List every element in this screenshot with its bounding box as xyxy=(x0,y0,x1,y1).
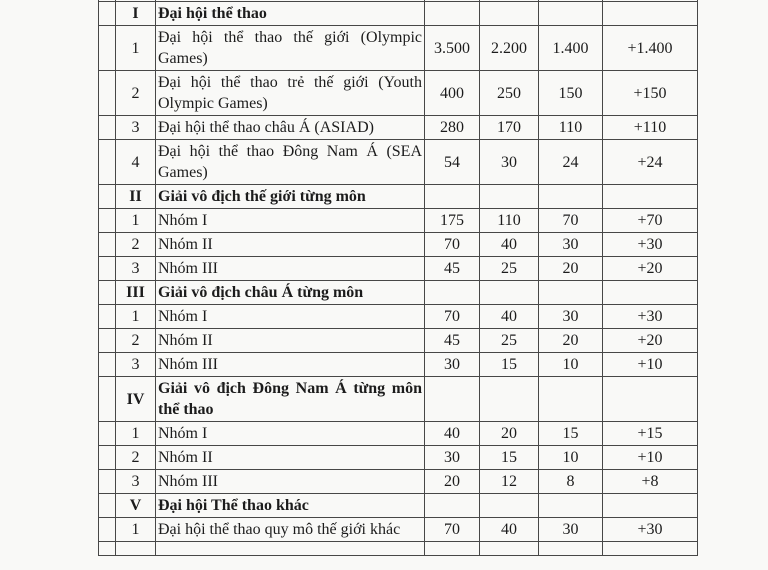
cell-index: III xyxy=(116,281,156,305)
cell-value: 30 xyxy=(539,305,603,329)
table-row xyxy=(99,71,698,116)
cell-index: 2 xyxy=(116,233,156,257)
cell-value xyxy=(425,2,480,26)
cell-value: 25 xyxy=(480,329,539,353)
cell-name: Nhóm III xyxy=(156,257,425,281)
table-row xyxy=(99,140,698,185)
cell-value xyxy=(425,185,480,209)
cell-index: 3 xyxy=(116,257,156,281)
cell-name: Đại hội thể thao xyxy=(156,2,425,26)
table-row xyxy=(99,116,698,140)
cell-index: 2 xyxy=(116,329,156,353)
cell-value: +1.400 xyxy=(603,26,698,71)
cell-name: Nhóm II xyxy=(156,233,425,257)
cell-value xyxy=(539,494,603,518)
cell-index: 2 xyxy=(116,446,156,470)
cell-value xyxy=(539,2,603,26)
cell-spacer xyxy=(99,377,116,422)
cell-value xyxy=(603,542,698,556)
table-row xyxy=(99,26,698,71)
table-row xyxy=(99,305,698,329)
cell-value: 30 xyxy=(539,518,603,542)
cell-index: 3 xyxy=(116,353,156,377)
cell-index: 3 xyxy=(116,470,156,494)
cell-value xyxy=(539,542,603,556)
cell-value: 8 xyxy=(539,470,603,494)
cell-value: +30 xyxy=(603,233,698,257)
cell-value: +8 xyxy=(603,470,698,494)
cell-value: 15 xyxy=(480,353,539,377)
cell-value: 150 xyxy=(539,71,603,116)
cell-value: +10 xyxy=(603,446,698,470)
cell-value: +70 xyxy=(603,209,698,233)
cell-value xyxy=(603,377,698,422)
cell-spacer xyxy=(99,422,116,446)
cell-value: +30 xyxy=(603,518,698,542)
cell-index xyxy=(116,542,156,556)
cell-value: 70 xyxy=(425,305,480,329)
cell-value: 30 xyxy=(425,446,480,470)
table-row xyxy=(99,2,698,26)
cell-value xyxy=(480,2,539,26)
cell-spacer xyxy=(99,305,116,329)
table-row xyxy=(99,446,698,470)
cell-name: Nhóm III xyxy=(156,470,425,494)
cell-value: 30 xyxy=(480,140,539,185)
cell-spacer xyxy=(99,542,116,556)
table-row xyxy=(99,233,698,257)
cell-spacer xyxy=(99,2,116,26)
cell-index: 1 xyxy=(116,209,156,233)
cell-value xyxy=(603,281,698,305)
cell-value: 110 xyxy=(480,209,539,233)
table-row xyxy=(99,353,698,377)
cell-spacer xyxy=(99,71,116,116)
cell-index: I xyxy=(116,2,156,26)
cell-value xyxy=(425,281,480,305)
cell-spacer xyxy=(99,26,116,71)
cell-value: 25 xyxy=(480,257,539,281)
cell-value: +150 xyxy=(603,71,698,116)
table-row xyxy=(99,518,698,542)
cell-value xyxy=(539,377,603,422)
cell-value: 12 xyxy=(480,470,539,494)
cell-value: 30 xyxy=(539,233,603,257)
cell-value xyxy=(603,2,698,26)
cell-spacer xyxy=(99,353,116,377)
cell-value: +30 xyxy=(603,305,698,329)
cell-index: V xyxy=(116,494,156,518)
cell-value xyxy=(480,185,539,209)
cell-index: 1 xyxy=(116,305,156,329)
cell-name: Giải vô địch Đông Nam Á từng môn thể thao xyxy=(156,377,425,422)
cell-name: Nhóm II xyxy=(156,446,425,470)
cell-value: 20 xyxy=(539,257,603,281)
cell-value: 54 xyxy=(425,140,480,185)
cell-name: Nhóm I xyxy=(156,422,425,446)
cell-name: Đại hội thể thao Đông Nam Á (SEA Games) xyxy=(156,140,425,185)
cell-index: 3 xyxy=(116,116,156,140)
cell-name: Giải vô địch thế giới từng môn xyxy=(156,185,425,209)
cell-value xyxy=(425,494,480,518)
table-row xyxy=(99,377,698,422)
sports-achievement-table-body xyxy=(99,0,698,556)
table-row xyxy=(99,209,698,233)
cell-value xyxy=(539,281,603,305)
cell-spacer xyxy=(99,185,116,209)
cell-value: +20 xyxy=(603,329,698,353)
table-row xyxy=(99,281,698,305)
cell-value: 280 xyxy=(425,116,480,140)
cell-spacer xyxy=(99,257,116,281)
table-row xyxy=(99,542,698,556)
cell-value: 170 xyxy=(480,116,539,140)
cell-value: 20 xyxy=(539,329,603,353)
cell-value: 40 xyxy=(425,422,480,446)
cell-value: 110 xyxy=(539,116,603,140)
cell-value: 15 xyxy=(480,446,539,470)
cell-name: Giải vô địch châu Á từng môn xyxy=(156,281,425,305)
table-row xyxy=(99,257,698,281)
cell-value: 70 xyxy=(425,518,480,542)
cell-value xyxy=(603,494,698,518)
cell-index: 1 xyxy=(116,422,156,446)
cell-value: 400 xyxy=(425,71,480,116)
cell-spacer xyxy=(99,209,116,233)
cell-spacer xyxy=(99,470,116,494)
cell-value: 24 xyxy=(539,140,603,185)
cell-name: Đại hội thể thao châu Á (ASIAD) xyxy=(156,116,425,140)
cell-value: 70 xyxy=(425,233,480,257)
cell-value: 250 xyxy=(480,71,539,116)
cell-value: 45 xyxy=(425,329,480,353)
cell-value xyxy=(425,377,480,422)
cell-value: 70 xyxy=(539,209,603,233)
cell-value: +110 xyxy=(603,116,698,140)
cell-spacer xyxy=(99,116,116,140)
cell-index: 2 xyxy=(116,71,156,116)
cell-spacer xyxy=(99,494,116,518)
cell-value: 30 xyxy=(425,353,480,377)
cell-value: 15 xyxy=(539,422,603,446)
cell-index: 1 xyxy=(116,518,156,542)
cell-value: 40 xyxy=(480,233,539,257)
cell-value: 3.500 xyxy=(425,26,480,71)
cell-name: Nhóm II xyxy=(156,329,425,353)
cell-value: +15 xyxy=(603,422,698,446)
cell-value: +10 xyxy=(603,353,698,377)
cell-value: +20 xyxy=(603,257,698,281)
cell-value: 10 xyxy=(539,353,603,377)
table-row xyxy=(99,185,698,209)
cell-value: +24 xyxy=(603,140,698,185)
cell-value: 20 xyxy=(425,470,480,494)
cell-index: II xyxy=(116,185,156,209)
table-row xyxy=(99,470,698,494)
cell-spacer xyxy=(99,446,116,470)
cell-value: 2.200 xyxy=(480,26,539,71)
cell-value: 10 xyxy=(539,446,603,470)
cell-value xyxy=(539,185,603,209)
cell-value: 1.400 xyxy=(539,26,603,71)
sports-achievement-table xyxy=(98,0,698,556)
table-row xyxy=(99,329,698,353)
table-row xyxy=(99,422,698,446)
cell-name: Nhóm I xyxy=(156,209,425,233)
cell-index: 1 xyxy=(116,26,156,71)
cell-name: Đại hội thể thao quy mô thế giới khác xyxy=(156,518,425,542)
cell-spacer xyxy=(99,329,116,353)
cell-spacer xyxy=(99,140,116,185)
cell-value xyxy=(480,542,539,556)
cell-spacer xyxy=(99,518,116,542)
table-row xyxy=(99,494,698,518)
cell-index: IV xyxy=(116,377,156,422)
cell-name: Đại hội thể thao thế giới (Olympic Games) xyxy=(156,26,425,71)
cell-name: Nhóm III xyxy=(156,353,425,377)
cell-value xyxy=(480,494,539,518)
cell-value xyxy=(425,542,480,556)
cell-index: 4 xyxy=(116,140,156,185)
cell-name xyxy=(156,542,425,556)
cell-name: Đại hội Thể thao khác xyxy=(156,494,425,518)
cell-value xyxy=(480,377,539,422)
cell-value: 40 xyxy=(480,305,539,329)
cell-spacer xyxy=(99,281,116,305)
cell-name: Nhóm I xyxy=(156,305,425,329)
cell-value xyxy=(603,185,698,209)
cell-value: 40 xyxy=(480,518,539,542)
cell-spacer xyxy=(99,233,116,257)
cell-value xyxy=(480,281,539,305)
cell-name: Đại hội thể thao trẻ thế giới (Youth Olympic Games) xyxy=(156,71,425,116)
cell-value: 20 xyxy=(480,422,539,446)
cell-value: 175 xyxy=(425,209,480,233)
cell-value: 45 xyxy=(425,257,480,281)
